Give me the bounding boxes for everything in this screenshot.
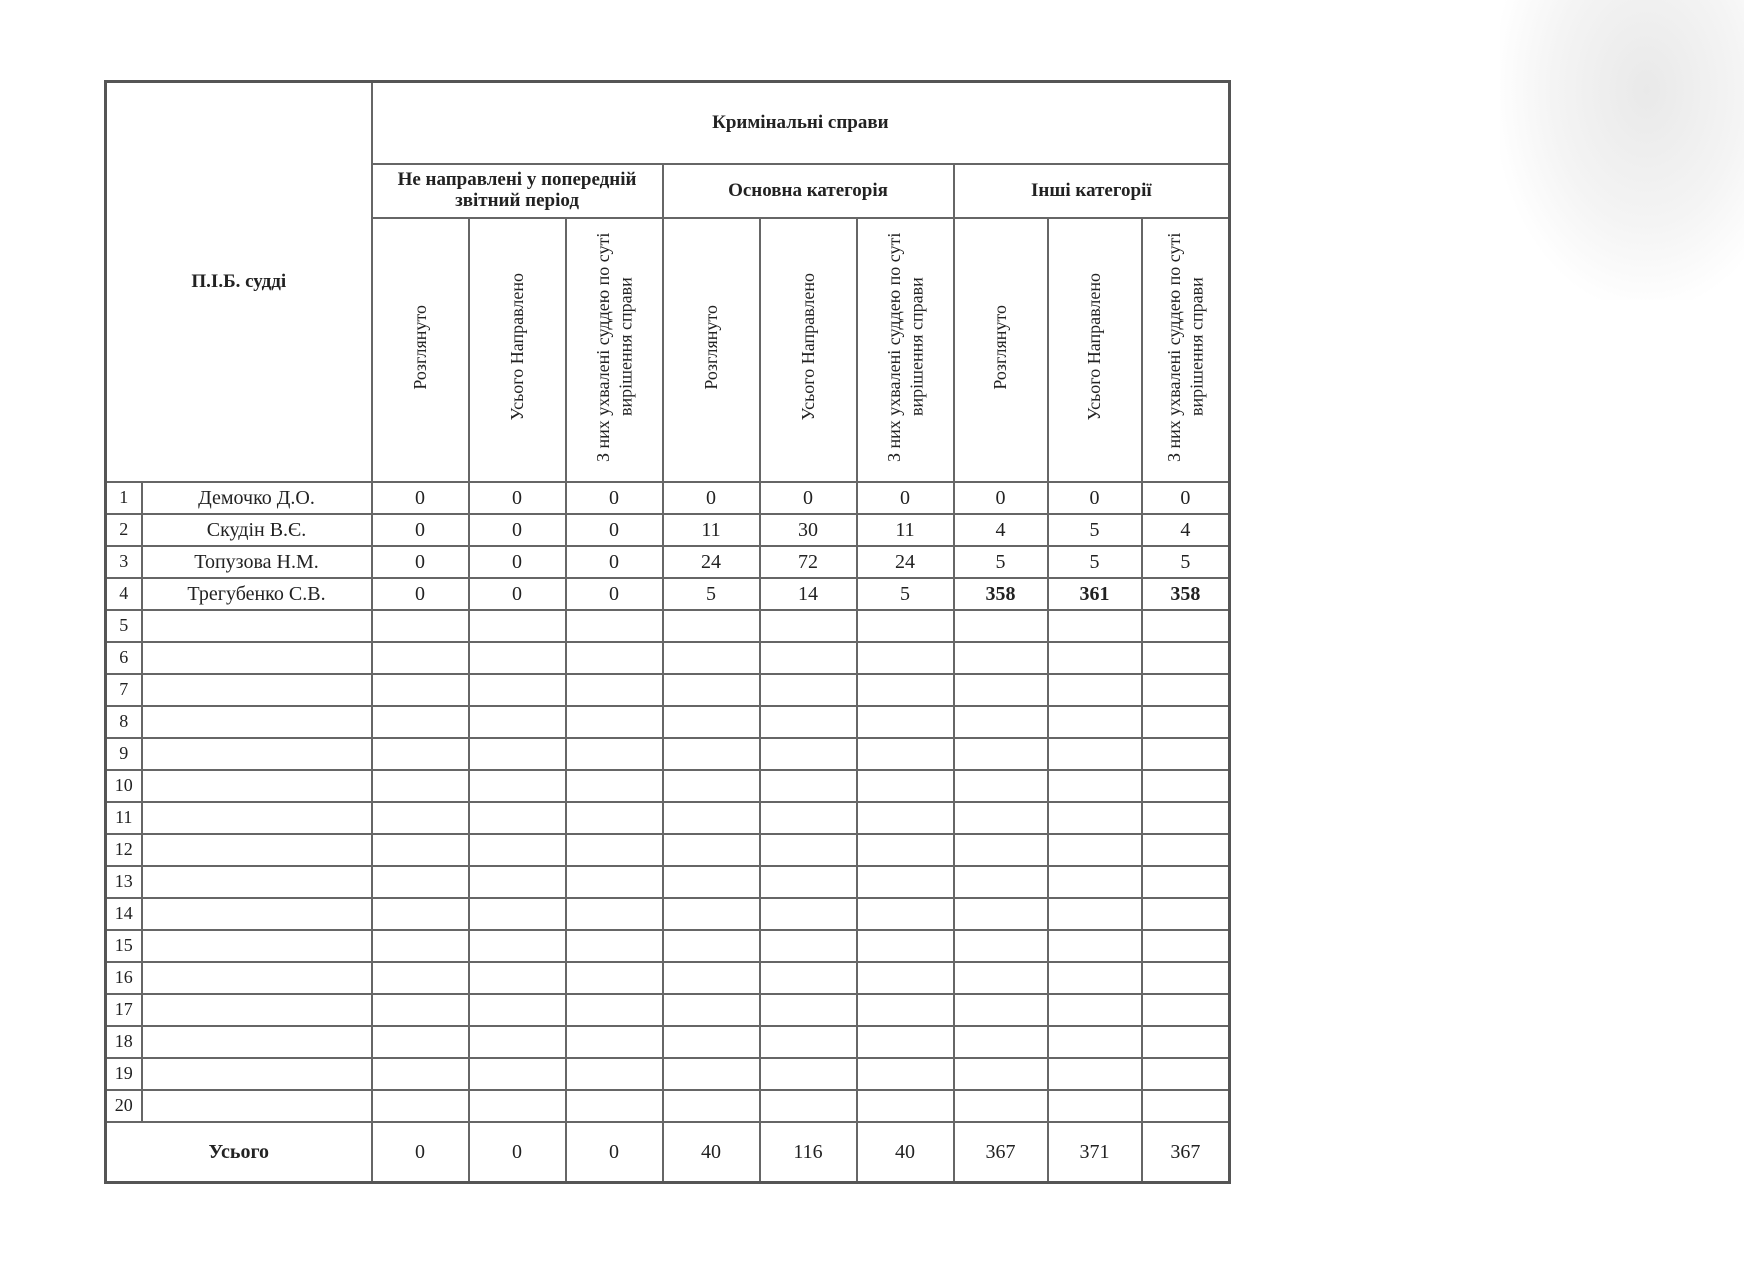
- total-row: [106, 1122, 1230, 1183]
- table-row: [106, 898, 1230, 930]
- value-cell: [1142, 610, 1230, 642]
- value-cell: [372, 674, 469, 706]
- value-cell: [760, 834, 857, 866]
- value-cell: [760, 866, 857, 898]
- value-cell: [760, 898, 857, 930]
- judge-name: Трегубенко С.В.: [142, 578, 372, 610]
- value-cell: [663, 898, 760, 930]
- table-row: [106, 930, 1230, 962]
- value-cell: [1048, 866, 1142, 898]
- value-cell: 0: [760, 482, 857, 514]
- value-cell: [760, 770, 857, 802]
- row-number: 4: [106, 578, 142, 610]
- row-number: 5: [106, 610, 142, 642]
- value-cell: [566, 834, 663, 866]
- judge-name: [142, 834, 372, 866]
- value-cell: 0: [566, 514, 663, 546]
- row-number: 16: [106, 962, 142, 994]
- value-cell: [857, 674, 954, 706]
- value-cell: 11: [857, 514, 954, 546]
- value-cell: [566, 706, 663, 738]
- value-cell: 0: [469, 546, 566, 578]
- value-cell: [1142, 962, 1230, 994]
- value-cell: [857, 994, 954, 1026]
- value-cell: [469, 930, 566, 962]
- value-cell: [954, 930, 1048, 962]
- row-number: 17: [106, 994, 142, 1026]
- table-row: [106, 1090, 1230, 1122]
- judge-name: [142, 866, 372, 898]
- value-cell: [1048, 770, 1142, 802]
- row-number: 8: [106, 706, 142, 738]
- row-number: 2: [106, 514, 142, 546]
- row-number: 7: [106, 674, 142, 706]
- total-value-cell: 0: [469, 1122, 566, 1183]
- value-cell: [566, 994, 663, 1026]
- value-cell: [954, 610, 1048, 642]
- subcolumn-label: З них ухвалені суддею по суті вирішення справи: [592, 232, 636, 462]
- value-cell: [469, 962, 566, 994]
- table-row: [106, 642, 1230, 674]
- value-cell: 0: [1142, 482, 1230, 514]
- judge-name: [142, 674, 372, 706]
- value-cell: [566, 898, 663, 930]
- table-row: [106, 514, 1230, 546]
- value-cell: [566, 1058, 663, 1090]
- subcolumn-header: [954, 218, 1048, 482]
- judge-name: [142, 642, 372, 674]
- row-number: 11: [106, 802, 142, 834]
- judge-name: [142, 1090, 372, 1122]
- value-cell: [857, 1026, 954, 1058]
- value-cell: 0: [857, 482, 954, 514]
- value-cell: [566, 674, 663, 706]
- value-cell: 4: [954, 514, 1048, 546]
- row-number: 12: [106, 834, 142, 866]
- value-cell: [857, 738, 954, 770]
- table-row: [106, 674, 1230, 706]
- row-number: 14: [106, 898, 142, 930]
- value-cell: [469, 1026, 566, 1058]
- value-cell: 0: [372, 578, 469, 610]
- value-cell: [857, 802, 954, 834]
- judge-name: Демочко Д.О.: [142, 482, 372, 514]
- table-row: [106, 610, 1230, 642]
- table-row: [106, 1058, 1230, 1090]
- value-cell: [1048, 610, 1142, 642]
- subcolumn-header: [857, 218, 954, 482]
- judge-name: [142, 802, 372, 834]
- group-header-main-category: Основна категорія: [663, 164, 954, 218]
- value-cell: [1142, 1026, 1230, 1058]
- subcolumn-label: Розглянуто: [990, 304, 1011, 390]
- value-cell: [469, 706, 566, 738]
- row-number: 19: [106, 1058, 142, 1090]
- subcolumn-label: Усього Направлено: [1084, 273, 1105, 421]
- value-cell: [1142, 674, 1230, 706]
- subcolumn-header: [1048, 218, 1142, 482]
- value-cell: [857, 1058, 954, 1090]
- value-cell: [372, 642, 469, 674]
- table-row: [106, 994, 1230, 1026]
- value-cell: [1048, 1058, 1142, 1090]
- judge-name: [142, 1058, 372, 1090]
- value-cell: [372, 738, 469, 770]
- value-cell: [372, 610, 469, 642]
- subcolumn-header: [469, 218, 566, 482]
- value-cell: [663, 642, 760, 674]
- row-number: 9: [106, 738, 142, 770]
- value-cell: [857, 642, 954, 674]
- value-cell: [469, 610, 566, 642]
- value-cell: 24: [857, 546, 954, 578]
- value-cell: [566, 610, 663, 642]
- value-cell: [954, 1026, 1048, 1058]
- value-cell: [663, 930, 760, 962]
- value-cell: 14: [760, 578, 857, 610]
- value-cell: 358: [1142, 578, 1230, 610]
- value-cell: 0: [566, 546, 663, 578]
- total-label: Усього: [106, 1122, 372, 1183]
- table-row: [106, 482, 1230, 514]
- value-cell: [1048, 1090, 1142, 1122]
- value-cell: [469, 866, 566, 898]
- judge-name: Скудін В.Є.: [142, 514, 372, 546]
- value-cell: [760, 994, 857, 1026]
- judge-name: [142, 706, 372, 738]
- subcolumn-label: Розглянуто: [700, 304, 721, 390]
- value-cell: [1142, 738, 1230, 770]
- value-cell: [1048, 642, 1142, 674]
- value-cell: 24: [663, 546, 760, 578]
- value-cell: [469, 1090, 566, 1122]
- value-cell: [372, 898, 469, 930]
- value-cell: [1142, 1090, 1230, 1122]
- value-cell: 0: [469, 482, 566, 514]
- subcolumn-header: [760, 218, 857, 482]
- value-cell: [760, 930, 857, 962]
- subcolumn-header: [663, 218, 760, 482]
- value-cell: [1048, 994, 1142, 1026]
- value-cell: [372, 770, 469, 802]
- subcolumn-label: Усього Направлено: [506, 273, 527, 421]
- value-cell: [1142, 994, 1230, 1026]
- value-cell: [954, 770, 1048, 802]
- value-cell: [469, 770, 566, 802]
- total-value-cell: 0: [372, 1122, 469, 1183]
- value-cell: [760, 738, 857, 770]
- value-cell: 0: [954, 482, 1048, 514]
- judge-name: [142, 962, 372, 994]
- value-cell: 30: [760, 514, 857, 546]
- value-cell: [1142, 802, 1230, 834]
- row-number: 15: [106, 930, 142, 962]
- value-cell: [372, 706, 469, 738]
- value-cell: 72: [760, 546, 857, 578]
- total-value-cell: 371: [1048, 1122, 1142, 1183]
- value-cell: [954, 1058, 1048, 1090]
- value-cell: 5: [857, 578, 954, 610]
- value-cell: [663, 610, 760, 642]
- value-cell: [372, 1058, 469, 1090]
- value-cell: [857, 770, 954, 802]
- value-cell: [857, 1090, 954, 1122]
- subcolumn-header: [1142, 218, 1230, 482]
- value-cell: [469, 642, 566, 674]
- value-cell: [566, 642, 663, 674]
- judge-name: [142, 738, 372, 770]
- value-cell: [372, 802, 469, 834]
- value-cell: [760, 1090, 857, 1122]
- value-cell: [372, 834, 469, 866]
- value-cell: [1048, 930, 1142, 962]
- value-cell: 0: [566, 578, 663, 610]
- value-cell: [954, 834, 1048, 866]
- value-cell: [1142, 866, 1230, 898]
- value-cell: [1142, 642, 1230, 674]
- row-number: 6: [106, 642, 142, 674]
- value-cell: [372, 866, 469, 898]
- value-cell: [469, 738, 566, 770]
- value-cell: [760, 706, 857, 738]
- value-cell: [760, 1026, 857, 1058]
- value-cell: 0: [469, 514, 566, 546]
- value-cell: [760, 610, 857, 642]
- value-cell: 5: [663, 578, 760, 610]
- judge-name: Топузова Н.М.: [142, 546, 372, 578]
- group-header-previous-period: Не направлені у попередній звітний період: [372, 164, 663, 218]
- value-cell: [1142, 898, 1230, 930]
- table-row: [106, 706, 1230, 738]
- value-cell: [469, 834, 566, 866]
- value-cell: [566, 962, 663, 994]
- value-cell: [1142, 1058, 1230, 1090]
- value-cell: [1048, 706, 1142, 738]
- value-cell: [566, 1090, 663, 1122]
- table-row: [106, 962, 1230, 994]
- total-value-cell: 367: [954, 1122, 1048, 1183]
- value-cell: [760, 962, 857, 994]
- value-cell: [1048, 1026, 1142, 1058]
- judge-name: [142, 898, 372, 930]
- subcolumn-label: Усього Направлено: [797, 273, 818, 421]
- value-cell: [1048, 738, 1142, 770]
- value-cell: 4: [1142, 514, 1230, 546]
- table-row: [106, 866, 1230, 898]
- value-cell: [663, 866, 760, 898]
- value-cell: [1048, 802, 1142, 834]
- value-cell: [1142, 834, 1230, 866]
- subcolumn-label: З них ухвалені суддею по суті вирішення справи: [1163, 232, 1207, 462]
- value-cell: 358: [954, 578, 1048, 610]
- table-row: [106, 578, 1230, 610]
- value-cell: [663, 770, 760, 802]
- judge-name-header: П.І.Б. судді: [106, 82, 372, 483]
- header-title-row: [106, 82, 1230, 165]
- value-cell: [372, 1090, 469, 1122]
- judge-name: [142, 1026, 372, 1058]
- value-cell: [663, 802, 760, 834]
- value-cell: [954, 866, 1048, 898]
- value-cell: [566, 866, 663, 898]
- value-cell: [954, 706, 1048, 738]
- row-number: 13: [106, 866, 142, 898]
- judge-name: [142, 610, 372, 642]
- value-cell: [954, 1090, 1048, 1122]
- value-cell: [857, 898, 954, 930]
- value-cell: [954, 738, 1048, 770]
- value-cell: [663, 1058, 760, 1090]
- value-cell: 0: [372, 546, 469, 578]
- value-cell: [566, 930, 663, 962]
- row-number: 18: [106, 1026, 142, 1058]
- value-cell: 0: [663, 482, 760, 514]
- value-cell: [954, 962, 1048, 994]
- value-cell: [663, 1026, 760, 1058]
- value-cell: 0: [1048, 482, 1142, 514]
- value-cell: [857, 706, 954, 738]
- value-cell: [857, 834, 954, 866]
- table-row: [106, 834, 1230, 866]
- value-cell: [760, 1058, 857, 1090]
- value-cell: [566, 738, 663, 770]
- value-cell: [1048, 962, 1142, 994]
- value-cell: 0: [372, 482, 469, 514]
- value-cell: [469, 1058, 566, 1090]
- total-value-cell: 367: [1142, 1122, 1230, 1183]
- value-cell: [1142, 770, 1230, 802]
- value-cell: [372, 994, 469, 1026]
- value-cell: [954, 674, 1048, 706]
- value-cell: [372, 962, 469, 994]
- row-number: 1: [106, 482, 142, 514]
- row-number: 20: [106, 1090, 142, 1122]
- subcolumn-label: З них ухвалені суддею по суті вирішення справи: [883, 232, 927, 462]
- subcolumn-header: [372, 218, 469, 482]
- subcolumn-header: [566, 218, 663, 482]
- value-cell: [857, 610, 954, 642]
- row-number: 10: [106, 770, 142, 802]
- table-row: [106, 546, 1230, 578]
- value-cell: [469, 898, 566, 930]
- value-cell: [663, 962, 760, 994]
- judge-name: [142, 994, 372, 1026]
- value-cell: 5: [1048, 514, 1142, 546]
- value-cell: 11: [663, 514, 760, 546]
- value-cell: [372, 1026, 469, 1058]
- group-header-other-categories: Інші категорії: [954, 164, 1230, 218]
- criminal-cases-report-table: [104, 80, 1231, 1184]
- value-cell: [1048, 834, 1142, 866]
- value-cell: [663, 1090, 760, 1122]
- value-cell: [1048, 674, 1142, 706]
- judge-name: [142, 770, 372, 802]
- value-cell: [469, 994, 566, 1026]
- judge-name: [142, 930, 372, 962]
- value-cell: [760, 674, 857, 706]
- value-cell: [663, 994, 760, 1026]
- row-number: 3: [106, 546, 142, 578]
- value-cell: [566, 802, 663, 834]
- value-cell: [566, 1026, 663, 1058]
- value-cell: [954, 898, 1048, 930]
- table-row: [106, 738, 1230, 770]
- value-cell: [663, 738, 760, 770]
- value-cell: [954, 802, 1048, 834]
- value-cell: 5: [954, 546, 1048, 578]
- value-cell: [857, 930, 954, 962]
- value-cell: [857, 962, 954, 994]
- value-cell: [857, 866, 954, 898]
- subcolumn-label: Розглянуто: [409, 304, 430, 390]
- value-cell: [372, 930, 469, 962]
- value-cell: [566, 770, 663, 802]
- value-cell: [1142, 930, 1230, 962]
- value-cell: [760, 642, 857, 674]
- value-cell: [663, 834, 760, 866]
- value-cell: [1142, 706, 1230, 738]
- value-cell: [760, 802, 857, 834]
- value-cell: 0: [469, 578, 566, 610]
- value-cell: [663, 706, 760, 738]
- value-cell: 361: [1048, 578, 1142, 610]
- scan-shadow: [1500, 0, 1744, 300]
- value-cell: 5: [1142, 546, 1230, 578]
- table-row: [106, 1026, 1230, 1058]
- value-cell: [663, 674, 760, 706]
- value-cell: 0: [566, 482, 663, 514]
- total-value-cell: 40: [663, 1122, 760, 1183]
- total-value-cell: 40: [857, 1122, 954, 1183]
- value-cell: 0: [372, 514, 469, 546]
- value-cell: [1048, 898, 1142, 930]
- total-value-cell: 116: [760, 1122, 857, 1183]
- value-cell: 5: [1048, 546, 1142, 578]
- value-cell: [954, 994, 1048, 1026]
- value-cell: [469, 674, 566, 706]
- table-title: Кримінальні справи: [372, 82, 1230, 165]
- value-cell: [954, 642, 1048, 674]
- table-row: [106, 770, 1230, 802]
- total-value-cell: 0: [566, 1122, 663, 1183]
- table-row: [106, 802, 1230, 834]
- value-cell: [469, 802, 566, 834]
